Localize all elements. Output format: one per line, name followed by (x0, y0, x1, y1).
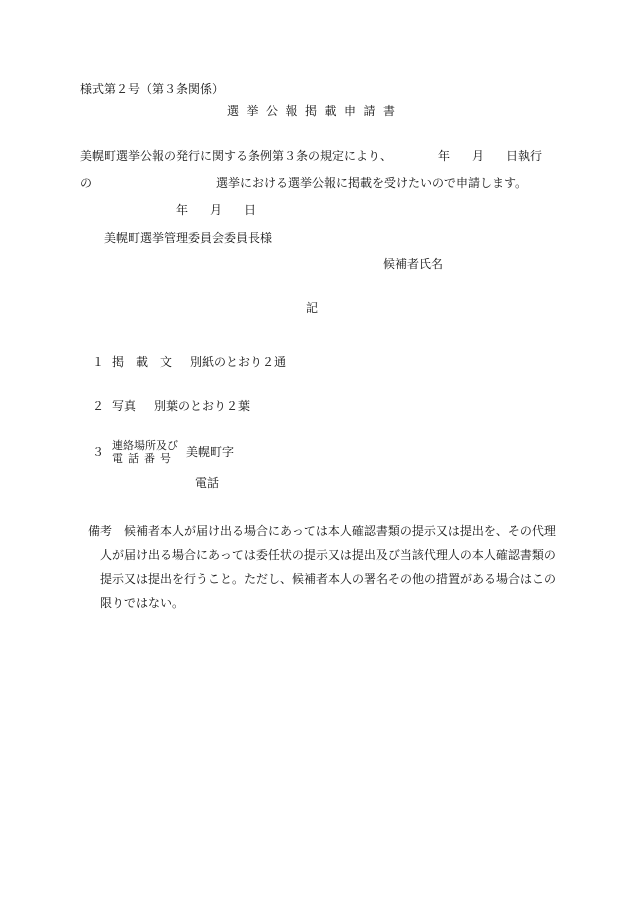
item-value: 別葉のとおり２葉 (154, 399, 251, 413)
remarks-paragraph: 備考 候補者本人が届け出る場合にあっては本人確認書類の提示又は提出を、その代理人が届け出る場合にあっては委任状の提示又は提出及び当該代理人の本人確認書類の提示又は提出を行うこと。ただし、候補者本人の署名その他の措置がある場合はこの限りではない。 (88, 524, 557, 610)
body-paragraph-line-1 (80, 150, 550, 162)
item-posting-text (92, 356, 286, 368)
document-title: 選挙公報掲載申請書 (227, 104, 403, 118)
body-day-label: 日執行 (506, 149, 543, 163)
item-value: 別紙のとおり２通 (190, 355, 287, 369)
form-number: 様式第２号（第３条関係） (80, 82, 225, 96)
contact-label-line-2: 電話番号 (112, 451, 176, 465)
item-label: 写真 (112, 399, 137, 413)
body-paragraph-line-2 (80, 177, 550, 189)
body-month-label: 月 (472, 149, 485, 163)
candidate-name-label: 候補者氏名 (383, 257, 444, 271)
contact-label (112, 440, 178, 465)
date-month-label: 月 (210, 203, 223, 217)
date-day-label: 日 (244, 203, 257, 217)
item-photo (92, 400, 250, 412)
ki-heading: 記 (306, 301, 319, 315)
addressee: 美幌町選挙管理委員会委員長様 (104, 231, 273, 245)
item-contact (92, 440, 234, 465)
application-date (176, 204, 256, 216)
item-label: 掲 載 文 (112, 355, 173, 369)
body-no-particle: の (80, 176, 93, 190)
item-number: １ (92, 355, 105, 369)
body-request-text: 選挙における選挙公報に掲載を受けたいので申請します。 (216, 176, 528, 190)
item-number: ３ (92, 445, 105, 460)
contact-address-value: 美幌町字 (186, 445, 235, 460)
body-year-label: 年 (438, 149, 451, 163)
item-number: ２ (92, 399, 105, 413)
date-year-label: 年 (176, 203, 189, 217)
body-intro-text: 美幌町選挙公報の発行に関する条例第３条の規定により、 (80, 149, 393, 163)
phone-label: 電話 (195, 476, 220, 490)
contact-label-line-1: 連絡場所及び (112, 439, 178, 452)
